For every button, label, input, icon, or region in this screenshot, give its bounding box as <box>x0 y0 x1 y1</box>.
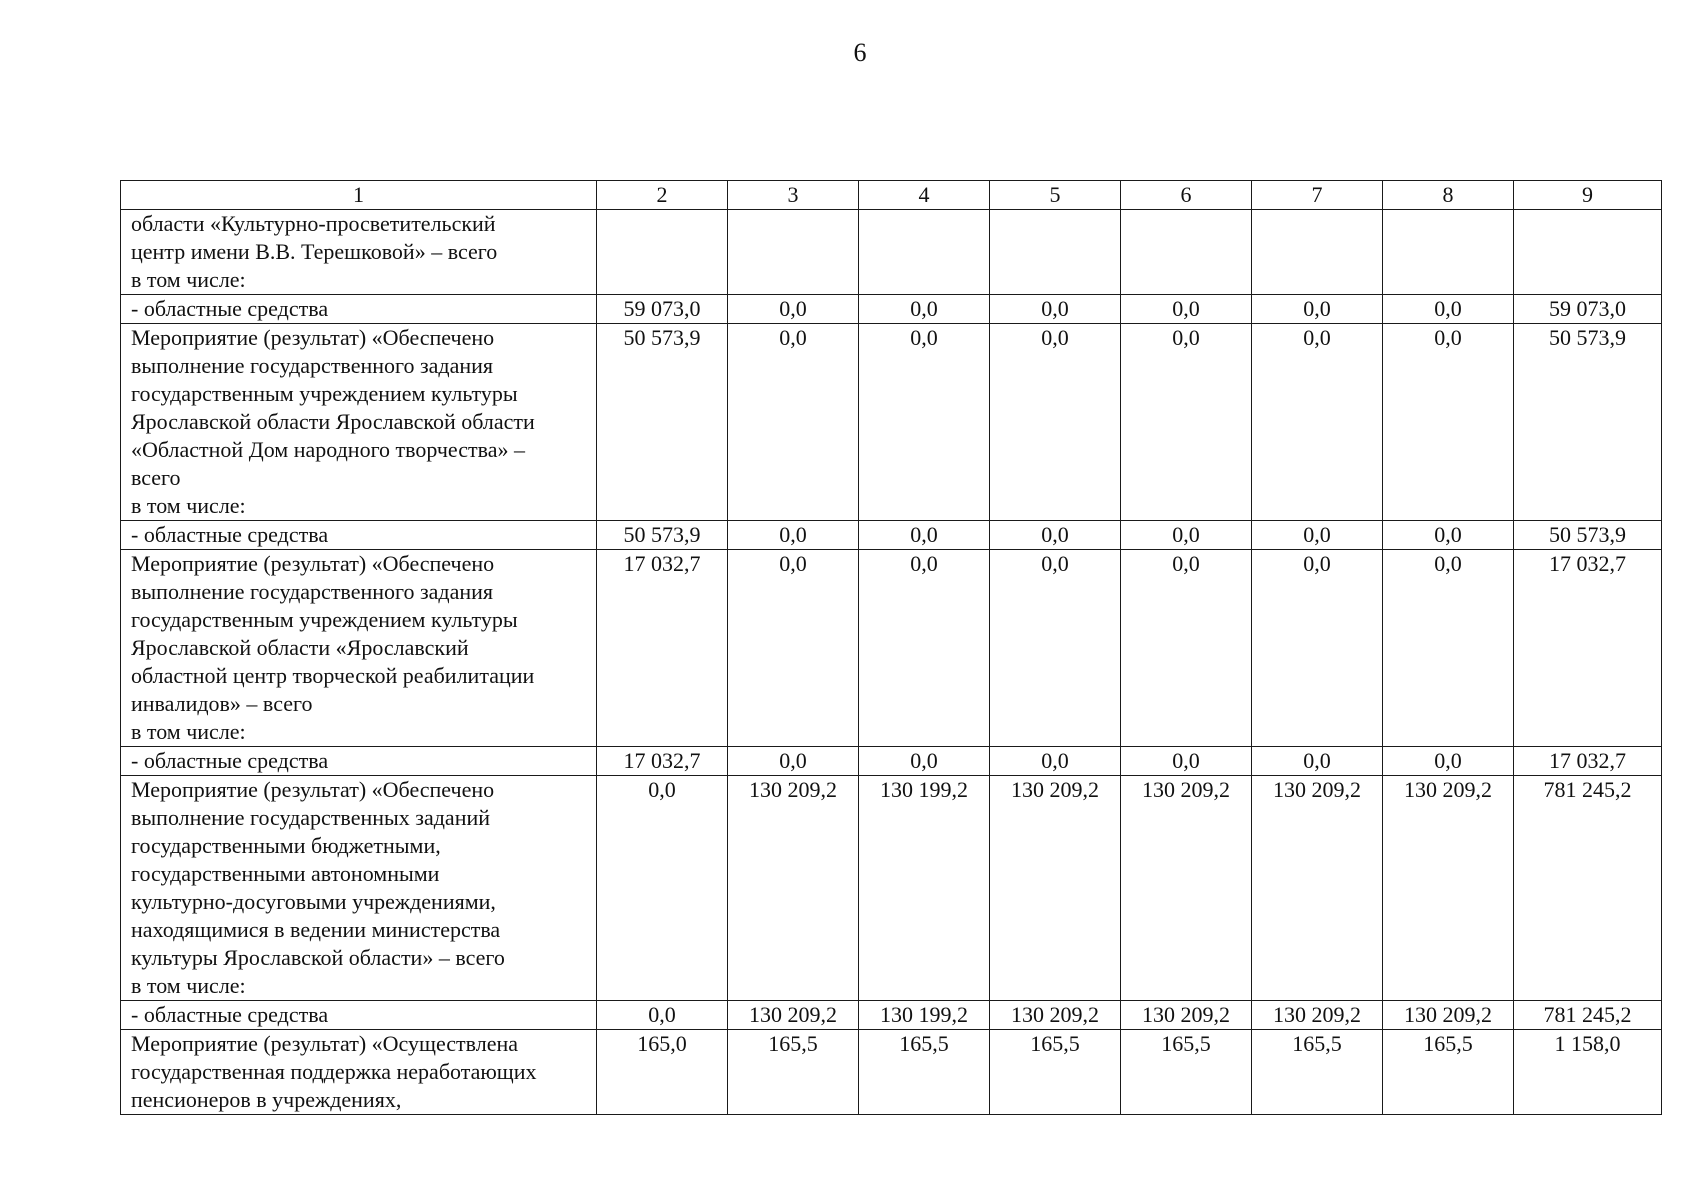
value-cell: 130 209,2 <box>728 1001 859 1030</box>
value-cell: 0,0 <box>859 324 990 521</box>
value-cell: 130 209,2 <box>1121 776 1252 1001</box>
value-cell: 0,0 <box>859 550 990 747</box>
value-cell: 0,0 <box>1383 747 1514 776</box>
value-cell: 50 573,9 <box>597 521 728 550</box>
value-cell: 0,0 <box>1252 521 1383 550</box>
column-header: 1 <box>121 181 597 210</box>
value-cell: 0,0 <box>728 747 859 776</box>
value-cell: 130 199,2 <box>859 776 990 1001</box>
value-cell: 130 209,2 <box>1383 776 1514 1001</box>
value-cell: 0,0 <box>1252 295 1383 324</box>
value-cell: 0,0 <box>990 550 1121 747</box>
value-cell: 0,0 <box>1252 324 1383 521</box>
value-cell <box>597 210 728 295</box>
value-cell: 130 209,2 <box>728 776 859 1001</box>
column-header: 5 <box>990 181 1121 210</box>
row-label: - областные средства <box>121 521 597 550</box>
column-header: 6 <box>1121 181 1252 210</box>
value-cell: 0,0 <box>1252 550 1383 747</box>
column-header: 7 <box>1252 181 1383 210</box>
value-cell: 0,0 <box>990 747 1121 776</box>
value-cell: 0,0 <box>990 324 1121 521</box>
value-cell: 0,0 <box>728 550 859 747</box>
value-cell: 165,5 <box>728 1030 859 1115</box>
column-header: 9 <box>1514 181 1662 210</box>
value-cell <box>859 210 990 295</box>
value-cell: 781 245,2 <box>1514 1001 1662 1030</box>
column-header: 3 <box>728 181 859 210</box>
value-cell: 165,5 <box>1252 1030 1383 1115</box>
value-cell: 1 158,0 <box>1514 1030 1662 1115</box>
value-cell: 0,0 <box>990 521 1121 550</box>
value-cell: 0,0 <box>990 295 1121 324</box>
row-label: - областные средства <box>121 747 597 776</box>
value-cell: 59 073,0 <box>1514 295 1662 324</box>
value-cell: 130 199,2 <box>859 1001 990 1030</box>
row-label: области «Культурно-просветительский центр имени В.В. Терешковой» – всего в том числе: <box>121 210 597 295</box>
value-cell: 0,0 <box>728 295 859 324</box>
row-label: - областные средства <box>121 295 597 324</box>
value-cell: 0,0 <box>1121 550 1252 747</box>
value-cell <box>728 210 859 295</box>
value-cell: 0,0 <box>1383 295 1514 324</box>
table-body <box>121 181 1662 1115</box>
row-label: Мероприятие (результат) «Обеспечено выполнение государственных заданий государственными бюджетными, государственными автономными культурно-досуговыми учреждениями, находящимися в ведении министерства культуры Ярославской области» – всего в том числе: <box>121 776 597 1001</box>
value-cell: 0,0 <box>1383 521 1514 550</box>
value-cell <box>1383 210 1514 295</box>
page-number: 6 <box>853 38 867 67</box>
column-header: 8 <box>1383 181 1514 210</box>
value-cell: 50 573,9 <box>597 324 728 521</box>
budget-table <box>120 180 1662 1115</box>
table-row <box>121 747 1662 776</box>
table-row <box>121 550 1662 747</box>
value-cell: 130 209,2 <box>1252 1001 1383 1030</box>
value-cell: 130 209,2 <box>990 1001 1121 1030</box>
value-cell: 59 073,0 <box>597 295 728 324</box>
row-label: Мероприятие (результат) «Обеспечено выполнение государственного задания государственным учреждением культуры Ярославской области Ярославской области «Областной Дом народного творчества» – всего в том числе: <box>121 324 597 521</box>
value-cell: 0,0 <box>1252 747 1383 776</box>
column-header: 2 <box>597 181 728 210</box>
value-cell: 165,0 <box>597 1030 728 1115</box>
table-row <box>121 521 1662 550</box>
value-cell: 0,0 <box>1383 550 1514 747</box>
value-cell: 50 573,9 <box>1514 521 1662 550</box>
table-row <box>121 210 1662 295</box>
value-cell: 165,5 <box>990 1030 1121 1115</box>
value-cell: 0,0 <box>1121 747 1252 776</box>
value-cell: 130 209,2 <box>990 776 1121 1001</box>
value-cell: 130 209,2 <box>1121 1001 1252 1030</box>
table-row <box>121 1030 1662 1115</box>
value-cell: 165,5 <box>1121 1030 1252 1115</box>
value-cell: 165,5 <box>859 1030 990 1115</box>
value-cell: 0,0 <box>1121 324 1252 521</box>
value-cell: 17 032,7 <box>1514 747 1662 776</box>
value-cell: 0,0 <box>1383 324 1514 521</box>
value-cell: 0,0 <box>728 521 859 550</box>
value-cell: 130 209,2 <box>1252 776 1383 1001</box>
header-row <box>121 181 1662 210</box>
row-label: Мероприятие (результат) «Обеспечено выполнение государственного задания государственным учреждением культуры Ярославской области «Ярославский областной центр творческой реабилитации инвалидов» – всего в том числе: <box>121 550 597 747</box>
column-header: 4 <box>859 181 990 210</box>
value-cell: 130 209,2 <box>1383 1001 1514 1030</box>
value-cell: 0,0 <box>1121 295 1252 324</box>
value-cell: 0,0 <box>597 776 728 1001</box>
value-cell <box>1514 210 1662 295</box>
value-cell: 0,0 <box>859 747 990 776</box>
value-cell: 0,0 <box>597 1001 728 1030</box>
table-row <box>121 295 1662 324</box>
value-cell: 17 032,7 <box>597 747 728 776</box>
value-cell <box>990 210 1121 295</box>
value-cell: 17 032,7 <box>597 550 728 747</box>
value-cell: 165,5 <box>1383 1030 1514 1115</box>
value-cell: 0,0 <box>728 324 859 521</box>
value-cell: 0,0 <box>859 521 990 550</box>
table-row <box>121 776 1662 1001</box>
row-label: - областные средства <box>121 1001 597 1030</box>
value-cell: 0,0 <box>859 295 990 324</box>
table-row <box>121 1001 1662 1030</box>
value-cell <box>1121 210 1252 295</box>
value-cell: 17 032,7 <box>1514 550 1662 747</box>
row-label: Мероприятие (результат) «Осуществлена государственная поддержка неработающих пенсионеров в учреждениях, <box>121 1030 597 1115</box>
value-cell: 50 573,9 <box>1514 324 1662 521</box>
value-cell: 781 245,2 <box>1514 776 1662 1001</box>
table-row <box>121 324 1662 521</box>
value-cell <box>1252 210 1383 295</box>
value-cell: 0,0 <box>1121 521 1252 550</box>
